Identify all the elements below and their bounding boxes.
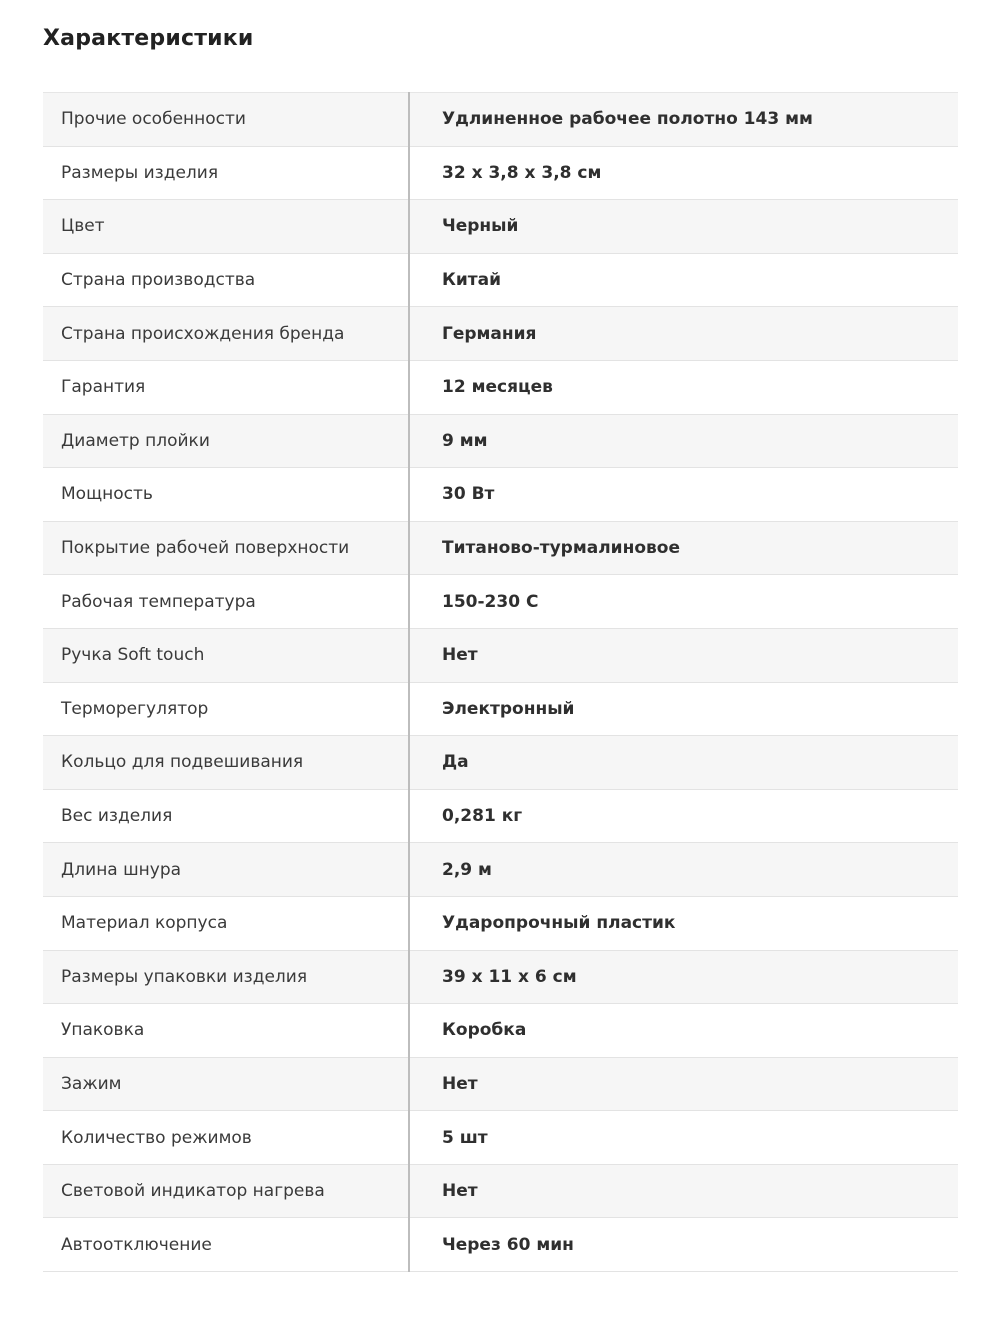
spec-value: Коробка <box>409 1004 958 1058</box>
spec-value: Черный <box>409 200 958 254</box>
spec-value: Ударопрочный пластик <box>409 896 958 950</box>
table-row <box>43 360 958 414</box>
table-row <box>43 146 958 200</box>
spec-key: Покрытие рабочей поверхности <box>43 521 409 575</box>
spec-key: Мощность <box>43 468 409 522</box>
spec-key: Вес изделия <box>43 789 409 843</box>
spec-key: Размеры упаковки изделия <box>43 950 409 1004</box>
spec-key: Автоотключение <box>43 1218 409 1272</box>
table-row <box>43 843 958 897</box>
table-row <box>43 1111 958 1165</box>
table-row <box>43 521 958 575</box>
spec-value: 5 шт <box>409 1111 958 1165</box>
spec-key: Гарантия <box>43 360 409 414</box>
spec-value: 30 Вт <box>409 468 958 522</box>
spec-key: Зажим <box>43 1057 409 1111</box>
table-row <box>43 253 958 307</box>
section-title: Характеристики <box>43 26 254 51</box>
spec-key: Терморегулятор <box>43 682 409 736</box>
spec-value: Нет <box>409 1164 958 1218</box>
table-row <box>43 93 958 147</box>
spec-key: Длина шнура <box>43 843 409 897</box>
specs-table <box>43 92 958 1272</box>
table-row <box>43 1164 958 1218</box>
table-row <box>43 736 958 790</box>
spec-value: Титаново-турмалиновое <box>409 521 958 575</box>
table-row <box>43 682 958 736</box>
table-row <box>43 307 958 361</box>
spec-value: Нет <box>409 1057 958 1111</box>
spec-key: Световой индикатор нагрева <box>43 1164 409 1218</box>
spec-key: Прочие особенности <box>43 93 409 147</box>
spec-key: Ручка Soft touch <box>43 628 409 682</box>
table-row <box>43 468 958 522</box>
spec-key: Кольцо для подвешивания <box>43 736 409 790</box>
table-row <box>43 789 958 843</box>
table-row <box>43 1218 958 1272</box>
table-row <box>43 414 958 468</box>
spec-key: Упаковка <box>43 1004 409 1058</box>
spec-value: 12 месяцев <box>409 360 958 414</box>
spec-value: Электронный <box>409 682 958 736</box>
spec-value: 32 x 3,8 x 3,8 см <box>409 146 958 200</box>
spec-key: Размеры изделия <box>43 146 409 200</box>
spec-key: Количество режимов <box>43 1111 409 1165</box>
spec-key: Рабочая температура <box>43 575 409 629</box>
spec-key: Материал корпуса <box>43 896 409 950</box>
spec-value: 150-230 С <box>409 575 958 629</box>
table-row <box>43 575 958 629</box>
spec-value: Китай <box>409 253 958 307</box>
table-row <box>43 200 958 254</box>
spec-key: Диаметр плойки <box>43 414 409 468</box>
spec-key: Страна производства <box>43 253 409 307</box>
spec-value: 39 x 11 x 6 см <box>409 950 958 1004</box>
table-row <box>43 896 958 950</box>
spec-value: 0,281 кг <box>409 789 958 843</box>
spec-key: Страна происхождения бренда <box>43 307 409 361</box>
spec-value: 2,9 м <box>409 843 958 897</box>
spec-value: Удлиненное рабочее полотно 143 мм <box>409 93 958 147</box>
spec-value: Германия <box>409 307 958 361</box>
spec-value: 9 мм <box>409 414 958 468</box>
spec-value: Через 60 мин <box>409 1218 958 1272</box>
table-row <box>43 628 958 682</box>
spec-value: Нет <box>409 628 958 682</box>
table-row <box>43 1057 958 1111</box>
spec-value: Да <box>409 736 958 790</box>
spec-key: Цвет <box>43 200 409 254</box>
table-row <box>43 950 958 1004</box>
table-row <box>43 1004 958 1058</box>
